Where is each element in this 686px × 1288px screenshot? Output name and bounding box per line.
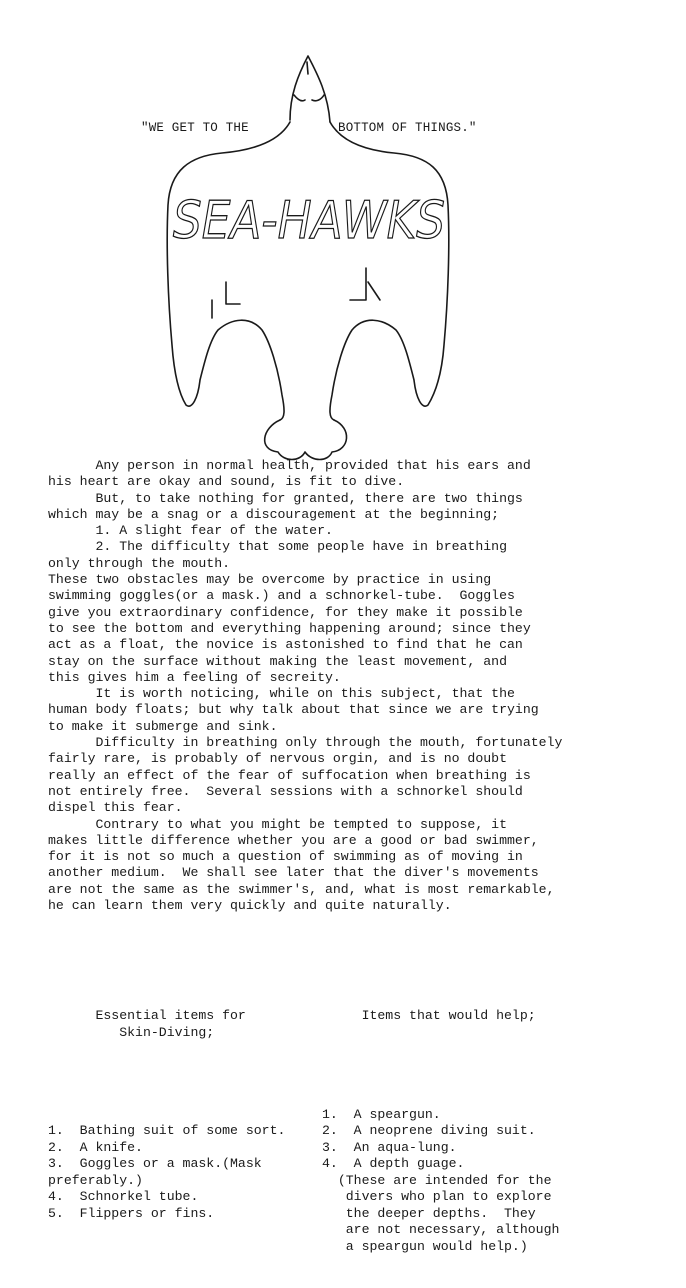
helpful-heading-line: Items that would help;	[322, 1008, 536, 1023]
essential-item-line: 4. Schnorkel tube.	[48, 1189, 199, 1204]
helpful-item-line: 4. A depth guage.	[322, 1156, 465, 1171]
essential-item-line: 3. Goggles or a mask.(Mask	[48, 1156, 262, 1171]
helpful-item-line: are not necessary, although	[322, 1222, 560, 1237]
body-line: It is worth noticing, while on this subject, that the	[48, 686, 515, 702]
body-line: Contrary to what you might be tempted to suppose, it	[48, 816, 507, 832]
motto-left: "WE GET TO THE	[141, 121, 249, 135]
body-line: another medium. We shall see later that the diver's movements	[48, 865, 539, 881]
body-line: swimming goggles(or a mask.) and a schnorkel-tube. Goggles	[48, 588, 515, 604]
body-line: makes little difference whether you are a good or bad swimmer,	[48, 832, 539, 848]
helpful-items-column	[322, 975, 559, 1288]
body-line: for it is not so much a question of swimming as of moving in	[48, 849, 523, 865]
body-line: this gives him a feeling of secreity.	[48, 669, 341, 685]
essential-item-line: 2. A knife.	[48, 1139, 143, 1155]
helpful-item-line: (These are intended for the	[322, 1172, 552, 1188]
body-line: stay on the surface without making the least movement, and	[48, 653, 507, 669]
body-line: act as a float, the novice is astonished to find that he can	[48, 637, 523, 653]
body-line: to make it submerge and sink.	[48, 718, 278, 734]
essential-heading-line: Essential items for	[48, 1008, 246, 1023]
essential-items-column	[48, 975, 285, 1255]
body-line: 1. A slight fear of the water.	[48, 523, 333, 539]
essential-items-heading	[48, 1008, 285, 1041]
essential-item-line: 5. Flippers or fins.	[48, 1205, 215, 1221]
helpful-item-line: 3. An aqua-lung.	[322, 1139, 457, 1155]
body-line: his heart are okay and sound, is fit to dive.	[48, 474, 405, 490]
essential-item-line: preferably.)	[48, 1172, 143, 1188]
body-line: give you extraordinary confidence, for they make it possible	[48, 604, 523, 620]
body-text	[48, 458, 668, 914]
body-line: which may be a snag or a discouragement at the beginning;	[48, 506, 500, 522]
essential-items-list	[48, 1123, 285, 1222]
helpful-item-line: 2. A neoprene diving suit.	[322, 1123, 536, 1138]
essential-item-line: 1. Bathing suit of some sort.	[48, 1123, 286, 1138]
body-line: only through the mouth.	[48, 555, 231, 571]
helpful-item-line: 1. A speargun.	[322, 1106, 441, 1122]
motto-right: BOTTOM OF THINGS."	[338, 121, 477, 135]
body-line: to see the bottom and everything happening around; since they	[48, 620, 531, 636]
body-line: he can learn them very quickly and quite naturally.	[48, 898, 452, 914]
body-line: fairly rare, is probably of nervous orgin, and is no doubt	[48, 751, 507, 767]
body-line: are not the same as the swimmer's, and, what is most remarkable,	[48, 881, 555, 897]
body-line: not entirely free. Several sessions with a schnorkel should	[48, 783, 523, 799]
helpful-items-heading	[322, 1008, 559, 1025]
body-line: Any person in normal health, provided that his ears and	[48, 458, 531, 473]
helpful-item-line: a speargun would help.)	[322, 1238, 528, 1254]
body-line: really an effect of the fear of suffocation when breathing is	[48, 767, 531, 783]
sea-hawk-bird-icon	[0, 0, 686, 470]
logo-text: SEA-HAWKS	[173, 191, 445, 251]
helpful-items-list	[322, 1107, 559, 1256]
essential-heading-line: Skin-Diving;	[48, 1024, 215, 1040]
helpful-item-line: the deeper depths. They	[322, 1205, 536, 1221]
helpful-item-line: divers who plan to explore	[322, 1189, 552, 1204]
body-line: 2. The difficulty that some people have in breathing	[48, 539, 507, 555]
body-line: human body floats; but why talk about that since we are trying	[48, 702, 539, 718]
body-line: But, to take nothing for granted, there are two things	[48, 490, 523, 506]
body-line: dispel this fear.	[48, 800, 183, 816]
body-line: Difficulty in breathing only through the mouth, fortunately	[48, 735, 563, 751]
body-line: These two obstacles may be overcome by practice in using	[48, 572, 492, 588]
